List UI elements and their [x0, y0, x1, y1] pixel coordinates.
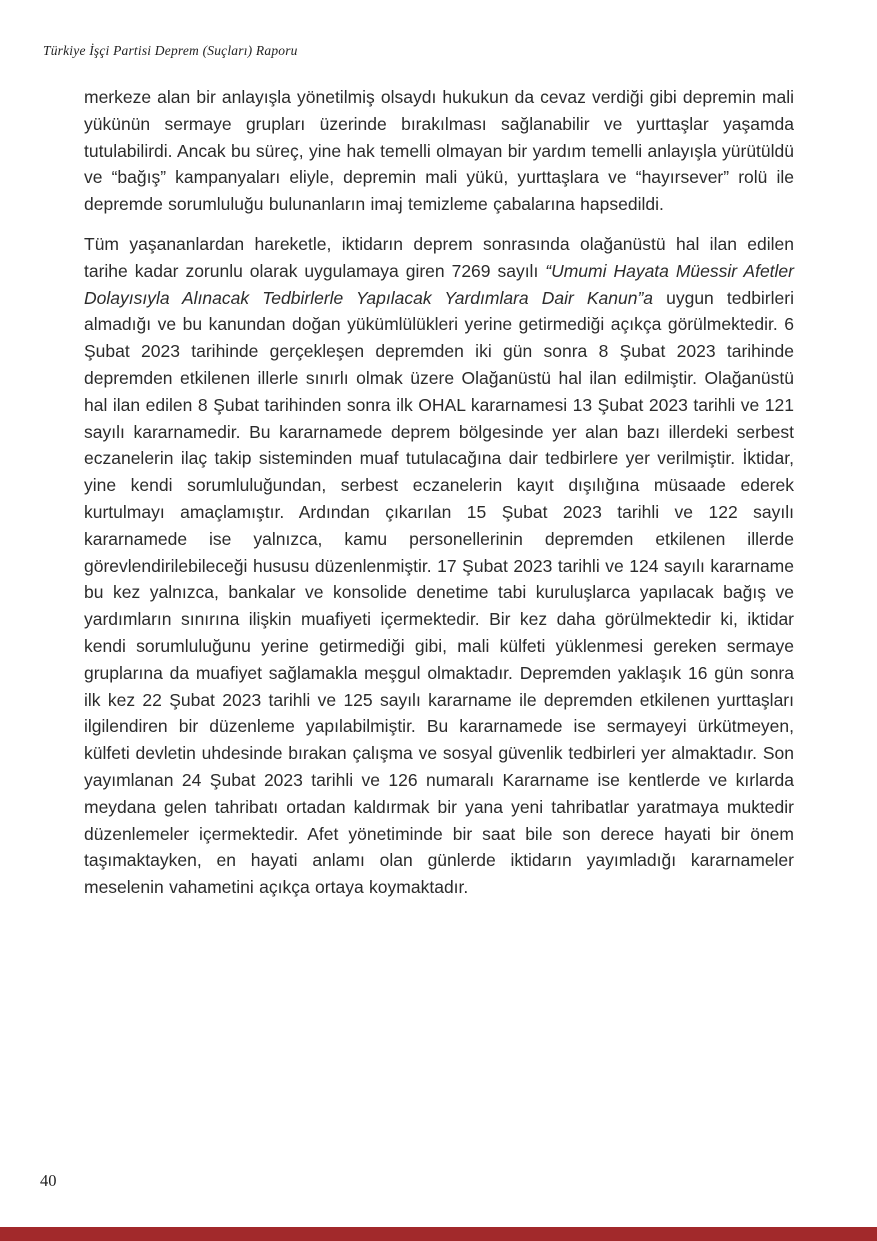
paragraph-text: Tüm yaşananlardan hareketle, iktidarın deprem sonrasında olağanüstü hal ilan edilen tarihe kadar zorunlu olarak uygulamaya giren 7269 sayılı [84, 233, 794, 281]
running-header: Türkiye İşçi Partisi Deprem (Suçları) Raporu [43, 43, 298, 58]
law-title-italic: “Umumi Hayata Müessir Afetler Dolayısıyla Alınacak Tedbirlerle Yapılacak Yardımlara Dair Kanun”a [84, 260, 794, 308]
page-number: 40 [40, 1171, 57, 1190]
body-content [84, 84, 794, 914]
footer-accent-bar [0, 1227, 877, 1241]
paragraph: merkeze alan bir anlayışla yönetilmiş olsaydı hukukun da cevaz verdiği gibi depremin mali yükünün sermaye grupları üzerinde bırakılması sağlanabilir ve yurttaşlar yaşamda tutulabilirdi. Ancak bu süreç, yine hak temelli olmayan bir yardım temelli anlayışla yürütüldü ve “bağış” kampanyaları eliyle, depremin mali yükü, yurttaşlara ve “hayırsever” rolü ile depremde sorumluluğu bulunanların imaj temizleme çabalarına hapsedildi. [84, 87, 794, 215]
paragraph [84, 231, 794, 901]
paragraph-text: uygun tedbirleri almadığı ve bu kanundan doğan yükümlülükleri yerine getirmediği açıkça görülmektedir. 6 Şubat 2023 tarihinde gerçekleşen depremden iki gün sonra 8 Şubat 2023 tarihinde depremden etkilenen illerle sınırlı olmak üzere Olağanüstü hal ilan edilmiştir. Olağanüstü hal ilan edilen 8 Şubat tarihinden sonra ilk OHAL kararnamesi 13 Şubat 2023 tarihli ve 121 sayılı kararnamedir. Bu kararnamede deprem bölgesinde yer alan bazı illerdeki serbest eczanelerin ilaç takip sisteminden muaf tutulacağına dair tedbirlere yer verilmiştir. İktidar, yine kendi sorumluluğundan, serbest eczanelerin kayıt dışılığına müsaade ederek kurtulmayı amaçlamıştır. Ardından çıkarılan 15 Şubat 2023 tarihli ve 122 sayılı kararnamede ise yalnızca, kamu personellerinin depremden etkilenen illerde görevlendirilebileceği hususu düzenlenmiştir. 17 Şubat 2023 tarihli ve 124 sayılı kararname bu kez yalnızca, bankalar ve konsolide denetime tabi kuruluşlarca yapılacak bağış ve yardımların sınırına ilişkin muafiyeti içermektedir. Bir kez daha görülmektedir ki, iktidar kendi sorumluluğunu yerine getirmediği gibi, mali külfeti yüklenmesi gereken sermaye gruplarına da muafiyet sağlamakla meşgul olmaktadır. Depremden yaklaşık 16 gün sonra ilk kez 22 Şubat 2023 tarihli ve 125 sayılı kararname ile depremden etkilenen yurttaşları ilgilendiren bir düzenleme yapılabilmiştir. Bu kararnamede ise sermayeyi ürkütmeyen, külfeti devletin uhdesinde bırakan çalışma ve sosyal güvenlik tedbirleri yer almaktadır. Son yayımlanan 24 Şubat 2023 tarihli ve 126 numaralı Kararname ise kentlerde ve kırlarda meydana gelen tahribatı ortadan kaldırmak bir yana yeni tahribatlar yaratmaya muktedir düzenlemeler içermektedir. Afet yönetiminde bir saat bile son derece hayati bir önem taşımaktayken, en hayati anlamı olan günlerde iktidarın yayımladığı kararnameler meselenin vahametini açıkça ortaya koymaktadır. [84, 287, 794, 898]
